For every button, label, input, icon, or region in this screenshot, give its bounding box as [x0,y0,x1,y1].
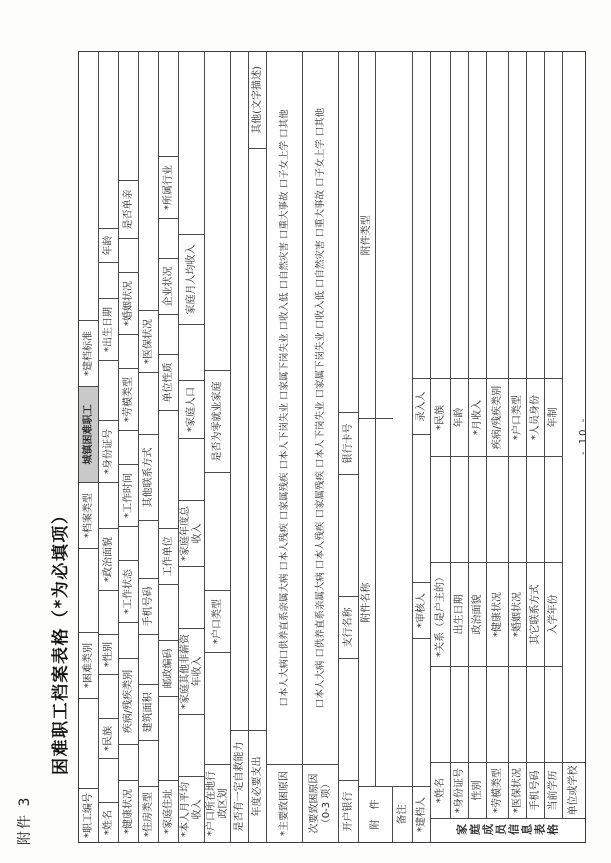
field-value-empty [79,698,99,788]
archive-type-value-highlight: 城镇困难职工 [79,386,99,482]
field-label: 备注 [393,786,413,842]
family-members-block [431,52,585,842]
field-label: *家庭住址 [159,780,179,842]
table-row [469,52,487,818]
table-row [205,52,231,842]
field-value-empty [139,740,159,786]
form-title: 困难职工档案表格（*为必填项） [51,505,71,775]
field-label: *困难类别 [79,632,99,698]
field-label: *户口类型 [205,590,231,652]
field-label: *审核人 [413,582,431,638]
field-label: 企业状况 [159,258,179,314]
field-value-empty [99,758,119,802]
field-value-empty [99,482,119,528]
field-value-empty [339,474,359,596]
field-label: *住房类型 [139,786,159,842]
field-label: 录入人 [413,378,431,434]
field-value-empty [119,334,139,368]
table-row [509,52,527,818]
field-value-empty [376,419,393,787]
field-label: *本人月平均收入 [179,776,205,842]
field-label: 附件类型 [359,52,376,419]
field-value-empty [487,52,509,378]
field-value-empty [119,526,139,560]
field-label: 其他联系方式 [139,434,159,520]
field-value-empty [469,52,487,378]
field-value-empty [99,52,119,228]
field-label: 年龄 [451,378,469,456]
field-value-empty [509,666,527,762]
field-value-empty [99,674,119,718]
cause-checkbox-options: 口本人大病口供养直系亲属大病 口本人残疾 口家属残疾 口本人下岗失业 口家属下岗失业 口收入低 口自然灾害 口重大事故 口子女上学 口其他 [267,52,303,764]
field-value-empty [249,148,267,730]
field-value-empty [139,634,159,684]
field-label: 是否单亲 [119,180,139,238]
field-label: *工作时间 [119,464,139,526]
field-value-empty [545,52,563,378]
field-value-empty [159,696,179,780]
field-value-empty [393,52,413,786]
table-row [99,52,119,842]
field-value-empty [119,52,139,180]
field-label: *户口类型 [509,378,527,456]
field-value-empty [509,52,527,378]
field-label: 疾病/残疾类别 [487,378,509,456]
field-value-empty [545,666,563,762]
field-label: 其他(文字描述) [249,52,267,148]
field-label: 附件名称 [359,419,376,787]
field-label: 邮政编码 [159,640,179,696]
field-label: 支行名称 [339,596,359,658]
field-value-empty [451,666,469,762]
field-label: 其它联系方式 [527,562,545,666]
field-value-empty [413,434,431,582]
table-row [79,52,99,842]
field-label: 单位性质 [159,354,179,410]
field-label: 出生日期 [451,562,469,666]
field-value-empty [469,456,487,562]
field-value-empty [99,590,119,634]
field-value-empty [139,52,159,310]
table-row [339,52,359,842]
field-label: *人员身份 [527,378,545,456]
field-value-empty [119,430,139,464]
field-label: 家庭月人均收入 [179,234,205,324]
field-label: 手机号码 [139,578,159,634]
field-value-empty [509,456,527,562]
field-label: 入学年份 [545,562,563,666]
field-value-empty [413,52,431,378]
table-row [545,52,563,818]
field-value-empty [205,52,231,370]
table-row [451,52,469,818]
archive-form-table [78,51,586,843]
field-label: 次要致困原因（0-3 项） [303,764,339,842]
field-label: *医保状况 [509,762,527,818]
field-label: 疾病/残疾类别 [119,658,139,744]
field-label: *家庭年度总收入 [179,500,205,566]
table-row [487,52,509,818]
table-row [303,52,339,842]
table-row [267,52,303,842]
field-label: *姓名 [99,802,119,842]
field-label: 附 件 [359,786,393,842]
field-label: *政治面貌 [99,528,119,590]
table-row [393,52,413,842]
field-value-empty [179,324,205,380]
field-label: 工作单位 [159,528,179,584]
table-row [249,52,267,842]
field-label: *民族 [431,378,451,456]
field-value-empty [159,314,179,354]
field-label: *建档人 [413,786,431,842]
field-label: *姓名 [431,762,451,818]
field-label: *健康状况 [119,780,139,842]
field-value-empty [179,714,205,776]
field-label: *婚姻状况 [509,562,527,666]
field-value-empty [469,666,487,762]
field-label: 是否为零就业家庭 [205,370,231,472]
field-label: *职工编号 [79,788,99,842]
field-value-empty [545,456,563,562]
field-value-empty [527,52,545,378]
table-row [359,52,376,786]
field-label: *所属行业 [159,156,179,218]
field-value-empty [79,548,99,632]
field-value-empty [159,218,179,258]
field-value-empty [179,566,205,628]
field-value-empty [451,52,469,378]
table-row [231,52,249,842]
field-label: 开户银行 [339,780,359,842]
field-value-empty [431,456,451,562]
field-value-empty [339,52,359,412]
field-label: *民族 [99,718,119,758]
field-label: *关系（是户主的） [431,562,451,666]
page-number: - 10 - [578,416,589,455]
field-label: 年制 [545,378,563,456]
field-label: *出生日期 [99,298,119,360]
field-value-empty [99,262,119,298]
field-label: 建筑面积 [139,684,159,740]
table-row [376,52,393,786]
field-label: *户口所在地行政区划 [205,764,231,842]
field-label: 当前学历 [545,762,563,818]
field-label: 是否有一定自救能力 [231,730,249,842]
field-value-empty [79,52,99,320]
field-label: *婚姻状况 [119,272,139,334]
field-label: *工作状态 [119,560,139,622]
field-value-empty [119,744,139,780]
field-label: *医保状况 [139,310,159,372]
field-label: *档案类型 [79,482,99,548]
field-value-empty [527,666,545,762]
table-row [179,52,205,842]
field-label: *劳模类型 [487,762,509,818]
family-members-rows [431,52,585,818]
field-value-empty [413,638,431,786]
field-label: 年度必要支出 [249,730,267,842]
table-row [159,52,179,842]
family-members-block-header: 家庭成员信息表格 [431,818,585,842]
field-label: *主要致困原因 [267,764,303,842]
field-value-empty [179,438,205,500]
field-value-empty [99,360,119,420]
field-value-empty [563,52,585,762]
field-value-empty [431,52,451,378]
field-label: *家庭其他非薪资年收入 [179,628,205,714]
field-value-empty [527,456,545,562]
field-label: *劳模类型 [119,368,139,430]
field-label: 银行卡号 [339,412,359,474]
table-row [359,52,393,842]
field-value-empty [205,472,231,590]
field-value-empty [376,52,393,419]
field-label: *建档标准 [79,320,99,386]
field-label: 手机号码 [527,762,545,818]
field-label: 政治面貌 [469,562,487,666]
field-label: *身份证号 [99,420,119,482]
field-value-empty [139,372,159,434]
field-value-empty [139,520,159,578]
attachment-number-label: 附件 3 [17,795,33,845]
field-value-empty [179,52,205,234]
field-value-empty [119,622,139,658]
field-value-empty [451,456,469,562]
field-value-empty [205,652,231,764]
field-value-empty [339,658,359,780]
field-label: *月收入 [469,378,487,456]
field-label: *健康状况 [487,562,509,666]
cause-checkbox-options: 口本人大病 口供养直系亲属大病 口本人残疾 口家属残疾 口本人下岗失业 口家属下岗失业 口收入低 口自然灾害 口重大事故 口子女上学 口其他 [303,52,339,764]
field-label: *家庭人口 [179,380,205,438]
field-value-empty [159,410,179,528]
table-row [139,52,159,842]
table-row [431,52,451,818]
field-label: *性别 [99,634,119,674]
field-value-empty [159,584,179,640]
field-label: *身份证号 [451,762,469,818]
table-row [413,52,431,842]
table-row [119,52,139,842]
field-value-empty [159,52,179,156]
field-label: 年龄 [99,228,119,262]
field-value-empty [487,456,509,562]
field-label: 单位或学校 [563,762,585,818]
field-value-empty [487,666,509,762]
table-row [527,52,545,818]
attachment-sub-grid [359,52,393,786]
field-label: 性别 [469,762,487,818]
field-value-empty [119,238,139,272]
field-value-empty [431,666,451,762]
field-value-empty [231,52,249,730]
